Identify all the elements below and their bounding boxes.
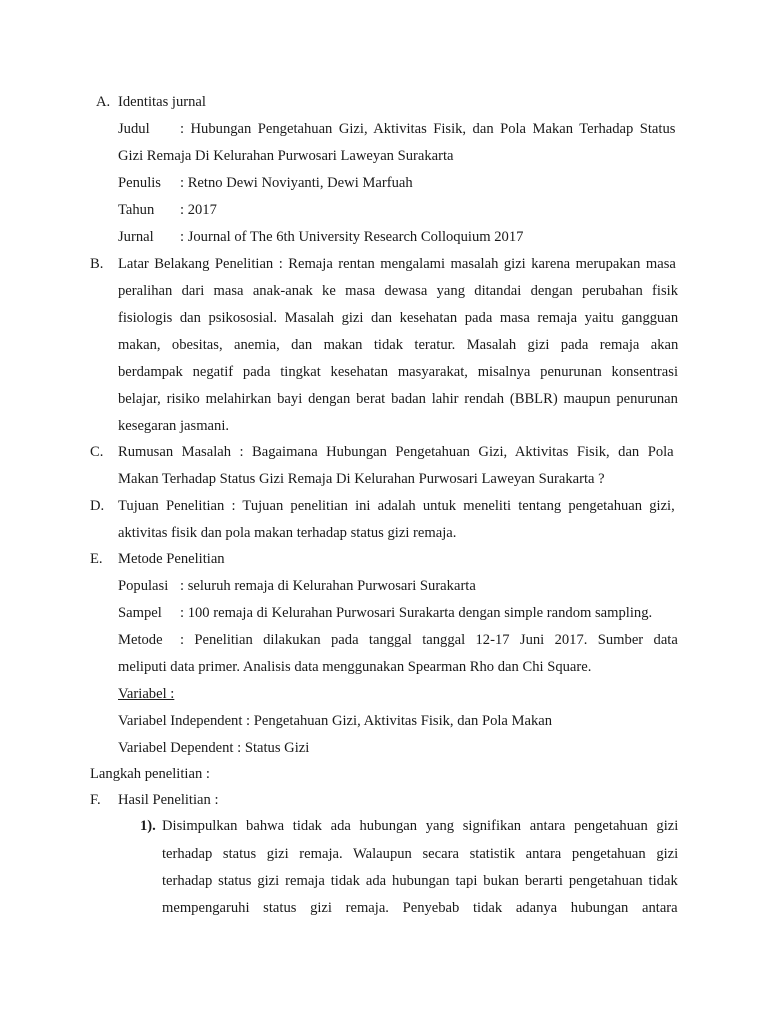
- jurnal-value: : Journal of The 6th University Research Colloquium 2017: [180, 229, 524, 245]
- result-item-number: 1).: [140, 818, 156, 834]
- section-e-heading: Metode Penelitian: [118, 551, 225, 567]
- variabel-dependent: Variabel Dependent : Status Gizi: [118, 740, 310, 756]
- result-line: terhadap status gizi remaja tidak ada hubungan tapi bukan berarti pengetahuan tidak: [162, 873, 678, 889]
- judul-value-line1: : Hubungan Pengetahuan Gizi, Aktivitas Fisik, dan Pola Makan Terhadap Status: [180, 121, 676, 137]
- section-b-line: Latar Belakang Penelitian : Remaja rentan mengalami masalah gizi karena merupakan masa: [118, 256, 676, 272]
- section-f-marker: F.: [90, 792, 101, 808]
- section-d-line: aktivitas fisik dan pola makan terhadap status gizi remaja.: [118, 525, 457, 541]
- section-c-marker: C.: [90, 444, 104, 460]
- result-line: terhadap status gizi remaja. Walaupun secara statistik antara pengetahuan gizi: [162, 846, 679, 862]
- jurnal-label: Jurnal: [118, 229, 154, 245]
- tahun-value: : 2017: [180, 202, 217, 218]
- tahun-label: Tahun: [118, 202, 155, 218]
- metode-value-line1: : Penelitian dilakukan pada tanggal tanggal 12-17 Juni 2017. Sumber data: [180, 632, 678, 648]
- section-b-line: makan, obesitas, anemia, dan makan tidak teratur. Masalah gizi pada remaja akan: [118, 337, 679, 353]
- variabel-heading: Variabel :: [118, 686, 175, 702]
- section-a-heading: Identitas jurnal: [118, 94, 206, 110]
- result-line: mempengaruhi status gizi remaja. Penyebab tidak adanya hubungan antara: [162, 900, 678, 916]
- populasi-label: Populasi: [118, 578, 169, 594]
- section-b-line: peralihan dari masa anak-anak ke masa dewasa yang ditandai dengan perubahan fisik: [118, 283, 679, 299]
- section-c-line: Rumusan Masalah : Bagaimana Hubungan Pengetahuan Gizi, Aktivitas Fisik, dan Pola: [118, 444, 674, 460]
- section-b-line: belajar, risiko melahirkan bayi dengan berat badan lahir rendah (BBLR) maupun penurunan: [118, 391, 678, 407]
- section-f-heading: Hasil Penelitian :: [118, 792, 219, 808]
- langkah-penelitian-heading: Langkah penelitian :: [90, 766, 210, 782]
- section-c-line: Makan Terhadap Status Gizi Remaja Di Kelurahan Purwosari Laweyan Surakarta ?: [118, 471, 605, 487]
- result-line: Disimpulkan bahwa tidak ada hubungan yang signifikan antara pengetahuan gizi: [162, 818, 679, 834]
- variabel-independent: Variabel Independent : Pengetahuan Gizi, Aktivitas Fisik, dan Pola Makan: [118, 713, 553, 729]
- penulis-label: Penulis: [118, 175, 161, 191]
- section-a-marker: A.: [96, 94, 111, 110]
- metode-value-line2: meliputi data primer. Analisis data menggunakan Spearman Rho dan Chi Square.: [118, 659, 592, 675]
- section-e-marker: E.: [90, 551, 103, 567]
- sampel-label: Sampel: [118, 605, 162, 621]
- sampel-value: : 100 remaja di Kelurahan Purwosari Surakarta dengan simple random sampling.: [180, 605, 653, 621]
- penulis-value: : Retno Dewi Noviyanti, Dewi Marfuah: [180, 175, 413, 191]
- metode-label: Metode: [118, 632, 163, 648]
- section-b-marker: B.: [90, 256, 104, 272]
- populasi-value: : seluruh remaja di Kelurahan Purwosari Surakarta: [180, 578, 476, 594]
- section-b-line: berdampak negatif pada tingkat kesehatan masyarakat, misalnya penurunan konsentrasi: [118, 364, 679, 380]
- section-d-marker: D.: [90, 498, 105, 514]
- section-b-line: kesegaran jasmani.: [118, 418, 230, 434]
- judul-label: Judul: [118, 121, 150, 137]
- judul-value-line2: Gizi Remaja Di Kelurahan Purwosari Laweyan Surakarta: [118, 148, 454, 164]
- section-b-line: fisiologis dan psikososial. Masalah gizi dan kesehatan pada masa remaja yaitu gangguan: [118, 310, 679, 326]
- section-d-line: Tujuan Penelitian : Tujuan penelitian ini adalah untuk meneliti tentang pengetahuan gizi,: [118, 498, 675, 514]
